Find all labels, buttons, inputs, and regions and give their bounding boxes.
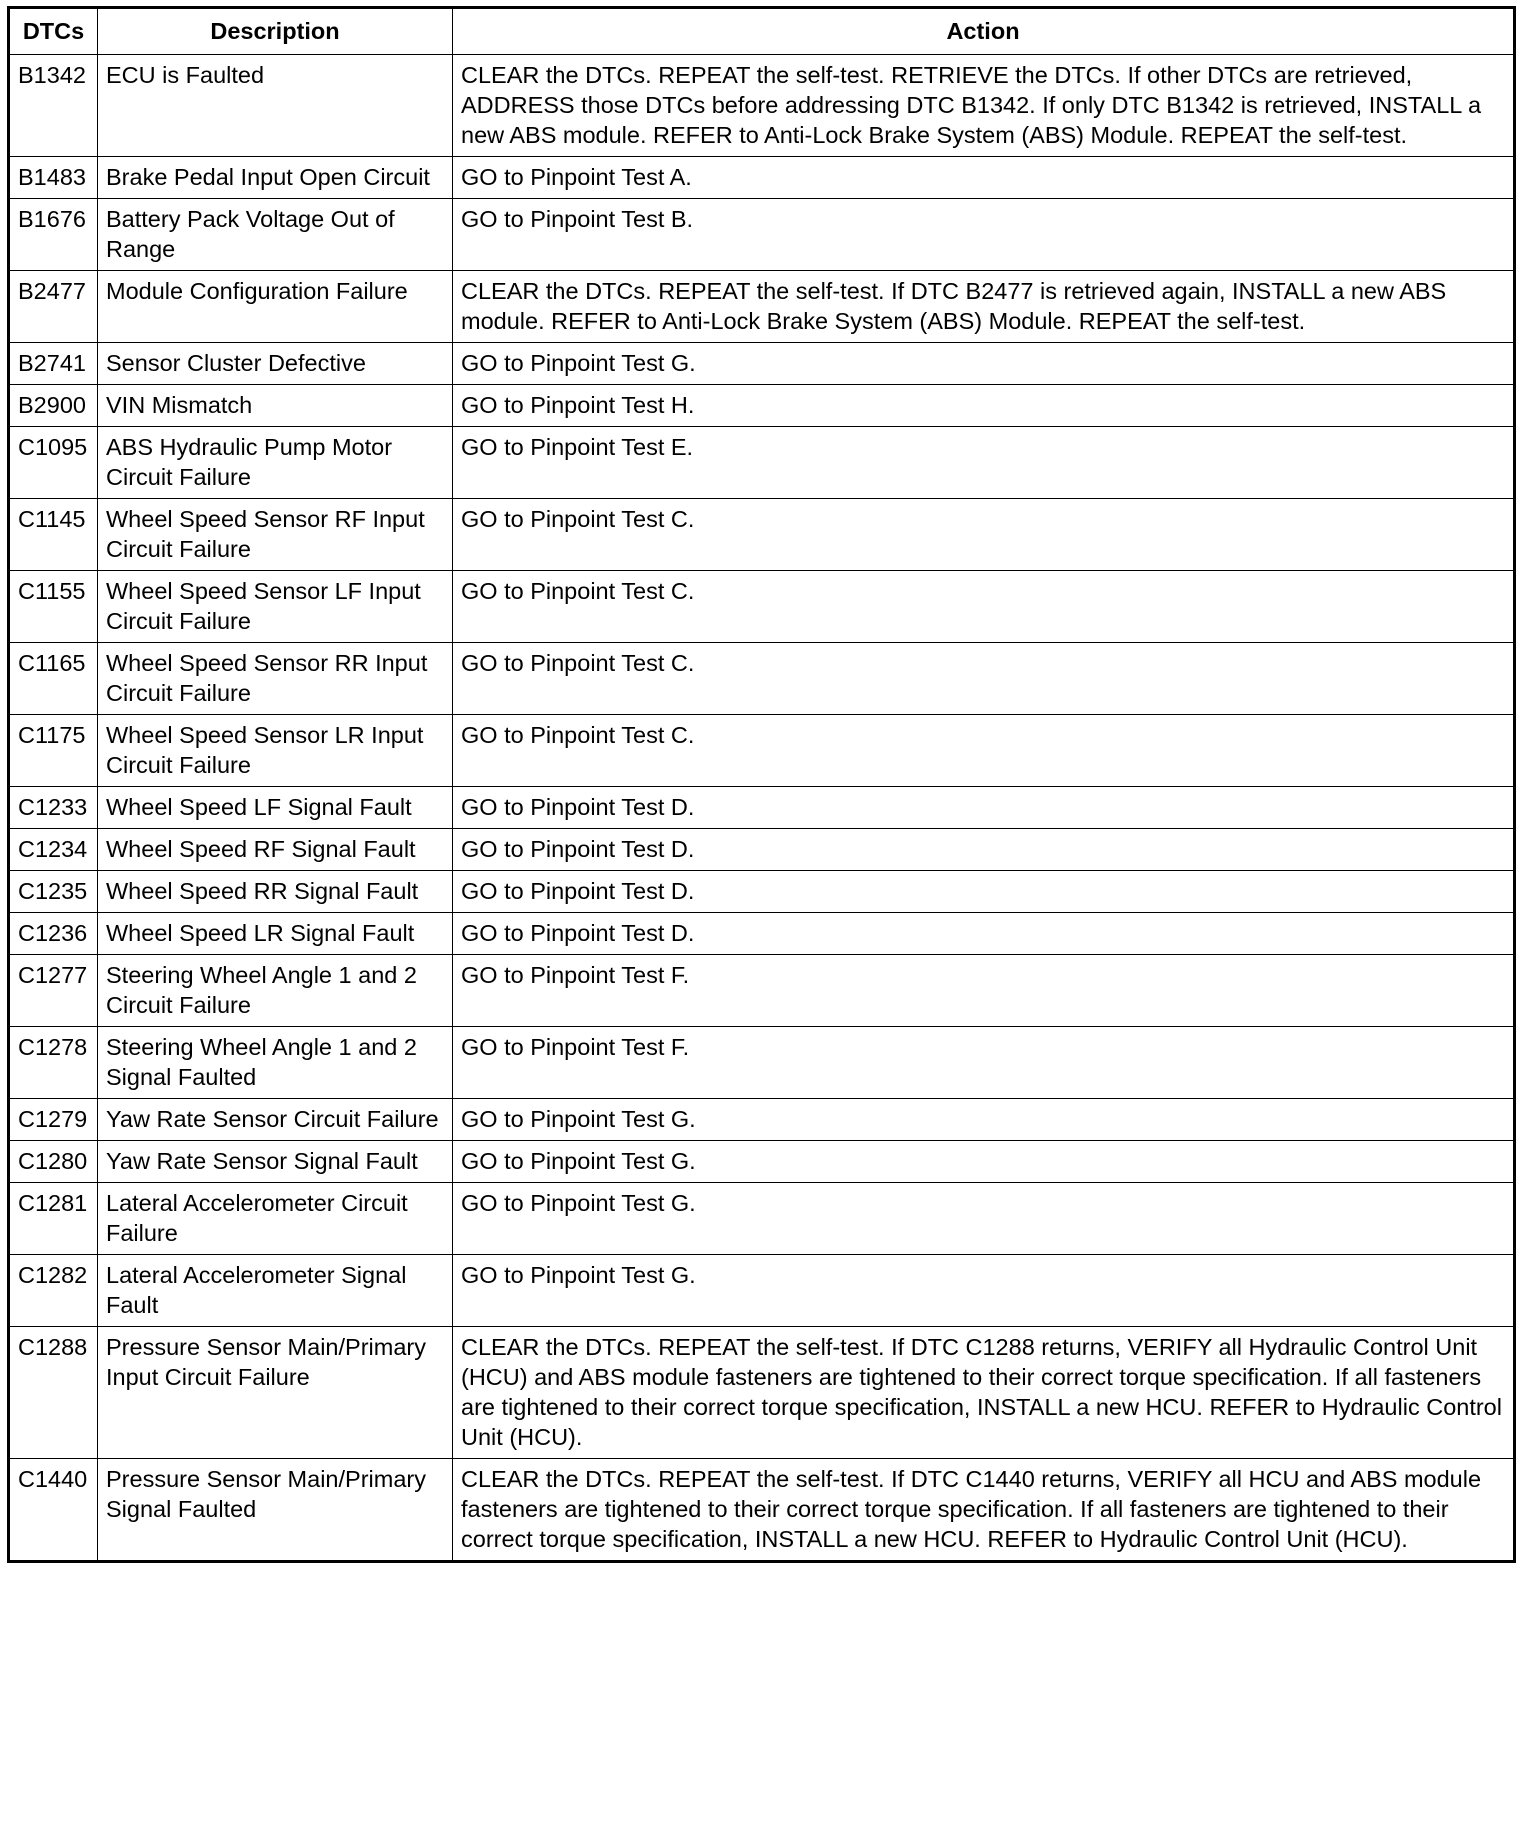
table-row: [9, 1141, 1515, 1183]
dtc-code-cell: B1483: [9, 157, 98, 199]
description-cell: Wheel Speed RF Signal Fault: [98, 829, 453, 871]
dtc-code-cell: C1288: [9, 1327, 98, 1459]
dtc-code-cell: C1234: [9, 829, 98, 871]
description-cell: Wheel Speed Sensor RR Input Circuit Failure: [98, 643, 453, 715]
action-cell: GO to Pinpoint Test H.: [453, 385, 1515, 427]
table-row: [9, 715, 1515, 787]
table-row: [9, 499, 1515, 571]
action-cell: GO to Pinpoint Test D.: [453, 871, 1515, 913]
description-cell: Lateral Accelerometer Circuit Failure: [98, 1183, 453, 1255]
action-cell: GO to Pinpoint Test E.: [453, 427, 1515, 499]
dtc-code-cell: C1235: [9, 871, 98, 913]
action-cell: GO to Pinpoint Test C.: [453, 499, 1515, 571]
action-cell: GO to Pinpoint Test G.: [453, 1183, 1515, 1255]
table-row: [9, 787, 1515, 829]
table-row: [9, 1183, 1515, 1255]
dtc-code-cell: C1279: [9, 1099, 98, 1141]
dtc-code-cell: C1277: [9, 955, 98, 1027]
dtc-code-cell: C1278: [9, 1027, 98, 1099]
action-cell: GO to Pinpoint Test F.: [453, 955, 1515, 1027]
dtc-table: [7, 6, 1516, 1563]
dtc-code-cell: B2900: [9, 385, 98, 427]
action-cell: CLEAR the DTCs. REPEAT the self-test. If DTC C1288 returns, VERIFY all Hydraulic Control Unit (HCU) and ABS module fasteners are tightened to their correct torque specification. If all fasteners are tightened to their correct torque specification, INSTALL a new HCU. REFER to Hydraulic Control Unit (HCU).: [453, 1327, 1515, 1459]
action-cell: GO to Pinpoint Test F.: [453, 1027, 1515, 1099]
action-cell: GO to Pinpoint Test G.: [453, 1099, 1515, 1141]
dtc-code-cell: C1282: [9, 1255, 98, 1327]
table-row: [9, 1327, 1515, 1459]
action-cell: GO to Pinpoint Test G.: [453, 1141, 1515, 1183]
action-cell: GO to Pinpoint Test C.: [453, 715, 1515, 787]
description-cell: VIN Mismatch: [98, 385, 453, 427]
table-row: [9, 643, 1515, 715]
dtc-code-cell: C1145: [9, 499, 98, 571]
dtc-code-cell: C1175: [9, 715, 98, 787]
header-action: Action: [453, 8, 1515, 55]
table-row: [9, 271, 1515, 343]
table-row: [9, 199, 1515, 271]
dtc-code-cell: C1095: [9, 427, 98, 499]
description-cell: Brake Pedal Input Open Circuit: [98, 157, 453, 199]
action-cell: CLEAR the DTCs. REPEAT the self-test. If DTC C1440 returns, VERIFY all HCU and ABS module fasteners are tightened to their correct torque specification. If all fasteners are tightened to their correct torque specification, INSTALL a new HCU. REFER to Hydraulic Control Unit (HCU).: [453, 1459, 1515, 1562]
table-row: [9, 955, 1515, 1027]
dtc-code-cell: C1233: [9, 787, 98, 829]
action-cell: CLEAR the DTCs. REPEAT the self-test. RETRIEVE the DTCs. If other DTCs are retrieved, ADDRESS those DTCs before addressing DTC B1342. If only DTC B1342 is retrieved, INSTALL a new ABS module. REFER to Anti-Lock Brake System (ABS) Module. REPEAT the self-test.: [453, 55, 1515, 157]
table-row: [9, 385, 1515, 427]
description-cell: Pressure Sensor Main/Primary Signal Faulted: [98, 1459, 453, 1562]
description-cell: Wheel Speed Sensor RF Input Circuit Failure: [98, 499, 453, 571]
header-dtcs: DTCs: [9, 8, 98, 55]
action-cell: GO to Pinpoint Test B.: [453, 199, 1515, 271]
description-cell: Wheel Speed Sensor LR Input Circuit Failure: [98, 715, 453, 787]
table-row: [9, 571, 1515, 643]
dtc-code-cell: B2477: [9, 271, 98, 343]
description-cell: Wheel Speed Sensor LF Input Circuit Failure: [98, 571, 453, 643]
description-cell: ECU is Faulted: [98, 55, 453, 157]
table-row: [9, 157, 1515, 199]
action-cell: GO to Pinpoint Test A.: [453, 157, 1515, 199]
dtc-code-cell: B2741: [9, 343, 98, 385]
description-cell: Yaw Rate Sensor Signal Fault: [98, 1141, 453, 1183]
dtc-code-cell: B1342: [9, 55, 98, 157]
dtc-code-cell: C1155: [9, 571, 98, 643]
table-row: [9, 829, 1515, 871]
table-row: [9, 1099, 1515, 1141]
action-cell: GO to Pinpoint Test C.: [453, 643, 1515, 715]
table-row: [9, 343, 1515, 385]
table-row: [9, 1255, 1515, 1327]
table-row: [9, 913, 1515, 955]
dtc-code-cell: C1280: [9, 1141, 98, 1183]
description-cell: Pressure Sensor Main/Primary Input Circuit Failure: [98, 1327, 453, 1459]
header-row: [9, 8, 1515, 55]
dtc-code-cell: B1676: [9, 199, 98, 271]
action-cell: GO to Pinpoint Test D.: [453, 829, 1515, 871]
action-cell: GO to Pinpoint Test G.: [453, 1255, 1515, 1327]
table-row: [9, 427, 1515, 499]
description-cell: Module Configuration Failure: [98, 271, 453, 343]
table-body: [9, 55, 1515, 1562]
action-cell: CLEAR the DTCs. REPEAT the self-test. If DTC B2477 is retrieved again, INSTALL a new ABS module. REFER to Anti-Lock Brake System (ABS) Module. REPEAT the self-test.: [453, 271, 1515, 343]
action-cell: GO to Pinpoint Test D.: [453, 787, 1515, 829]
description-cell: Lateral Accelerometer Signal Fault: [98, 1255, 453, 1327]
dtc-code-cell: C1440: [9, 1459, 98, 1562]
dtc-code-cell: C1236: [9, 913, 98, 955]
description-cell: ABS Hydraulic Pump Motor Circuit Failure: [98, 427, 453, 499]
action-cell: GO to Pinpoint Test D.: [453, 913, 1515, 955]
description-cell: Steering Wheel Angle 1 and 2 Circuit Failure: [98, 955, 453, 1027]
description-cell: Wheel Speed LF Signal Fault: [98, 787, 453, 829]
table-row: [9, 871, 1515, 913]
table-header: [9, 8, 1515, 55]
table-row: [9, 1027, 1515, 1099]
header-description: Description: [98, 8, 453, 55]
dtc-code-cell: C1281: [9, 1183, 98, 1255]
action-cell: GO to Pinpoint Test G.: [453, 343, 1515, 385]
dtc-code-cell: C1165: [9, 643, 98, 715]
description-cell: Yaw Rate Sensor Circuit Failure: [98, 1099, 453, 1141]
description-cell: Wheel Speed RR Signal Fault: [98, 871, 453, 913]
description-cell: Steering Wheel Angle 1 and 2 Signal Faulted: [98, 1027, 453, 1099]
table-row: [9, 55, 1515, 157]
description-cell: Battery Pack Voltage Out of Range: [98, 199, 453, 271]
description-cell: Sensor Cluster Defective: [98, 343, 453, 385]
action-cell: GO to Pinpoint Test C.: [453, 571, 1515, 643]
table-row: [9, 1459, 1515, 1562]
description-cell: Wheel Speed LR Signal Fault: [98, 913, 453, 955]
